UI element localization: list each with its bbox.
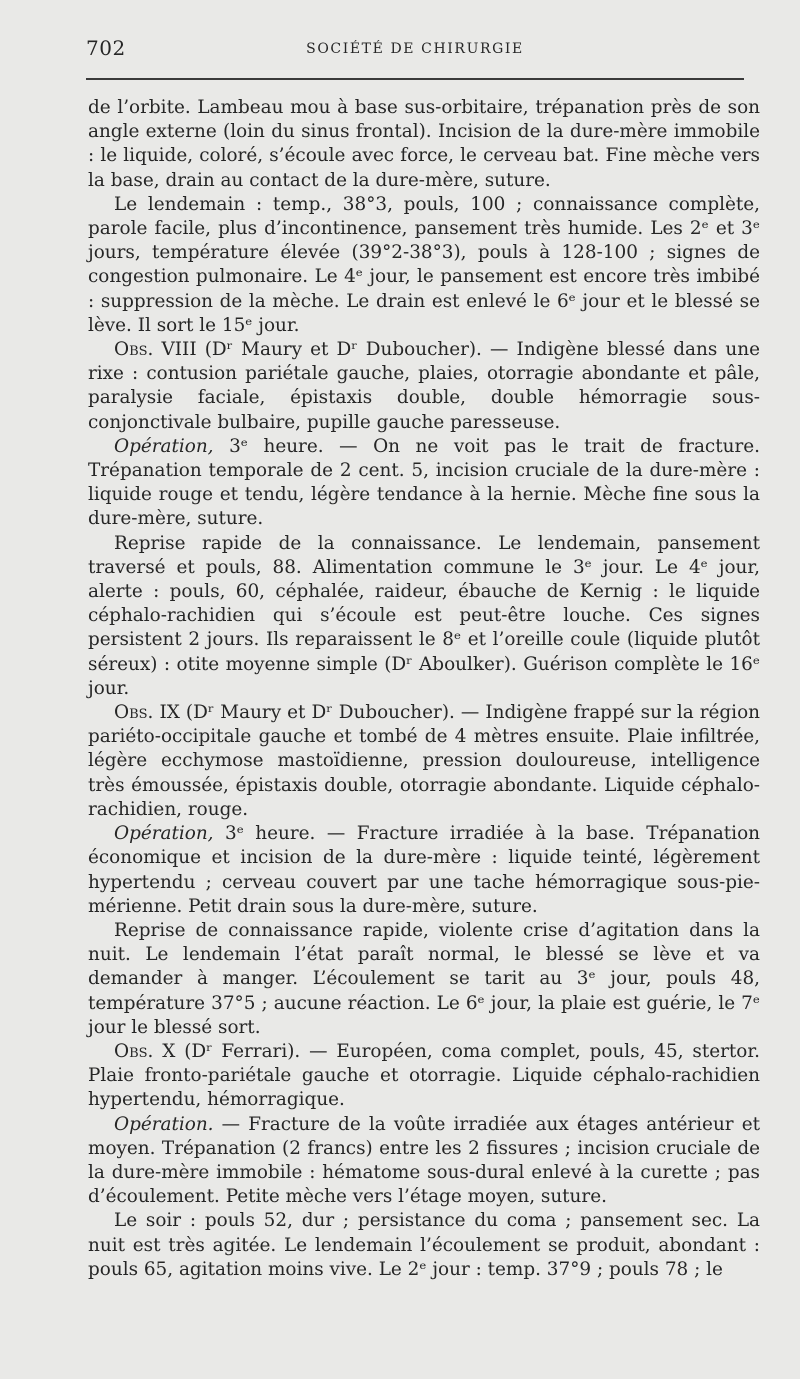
observation-label: Obs. VIII xyxy=(114,339,197,361)
header-rule xyxy=(86,78,744,80)
running-head: SOCIÉTÉ DE CHIRURGIE xyxy=(306,41,524,57)
paragraph-operation-ix xyxy=(88,822,760,919)
paragraph-p5 xyxy=(88,532,760,701)
paragraph-operation-viii xyxy=(88,435,760,532)
operation-label: Opération. xyxy=(114,1113,214,1135)
paragraph-obs-ix xyxy=(88,701,760,822)
paragraph-p1 xyxy=(88,96,760,193)
paragraph-text: Reprise rapide de la connaissance. Le lendemain, pansement traversé et pouls, 88. Alimentation commune le 3ᵉ jour. Le 4ᵉ jour, alerte : pouls, 60, céphalée, raideur, ébauche de Kernig : le liquide céphalo-rachidien qui s’écoule est peut-être louche. Ces signes persistent 2 jours. Ils reparaissent le 8ᵉ et l’oreille coule (liquide plutôt séreux) : otite moyenne simple (Dʳ Aboulker). Guérison complète le 16ᵉ jour. xyxy=(88,532,760,699)
paragraph-text: Reprise de connaissance rapide, violente crise d’agitation dans la nuit. Le lendemain l’état paraît normal, le blessé se lève et va demander à manger. L’écoulement se tarit au 3ᵉ jour, pouls 48, température 37°5 ; aucune réaction. Le 6ᵉ jour, la plaie est guérie, le 7ᵉ jour le blessé sort. xyxy=(88,919,760,1038)
paragraph-obs-x xyxy=(88,1040,760,1113)
paragraph-p2 xyxy=(88,193,760,338)
paragraph-p11 xyxy=(88,1209,760,1282)
paragraph-text: — Fracture de la voûte irradiée aux étages antérieur et moyen. Trépanation (2 francs) entre les 2 fissures ; incision cruciale de la dure-mère immobile : hématome sous-dural enlevé à la curette ; pas d’écoulement. Petite mèche vers l’étage moyen, suture. xyxy=(88,1113,760,1208)
page-header xyxy=(86,36,744,62)
paragraph-text: 3ᵉ heure. — Fracture irradiée à la base. Trépanation économique et incision de la dure-mère : liquide teinté, légèrement hypertendu ; cerveau couvert par une tache hémorragique sous-pie-mérienne. Petit drain sous la dure-mère, suture. xyxy=(88,823,760,917)
paragraph-text: (Dʳ Maury et Dʳ Duboucher). — Indigène frappé sur la région pariéto-occipitale gauche et tombé de 4 mètres ensuite. Plaie infiltrée, légère ecchymose mastoïdienne, pression douloureuse, intelligence très émoussée, épistaxis double, otorragie abondante. Liquide céphalo-rachidien, rouge. xyxy=(88,702,760,820)
page-number: 702 xyxy=(86,36,126,60)
paragraph-text: 3ᵉ heure. — On ne voit pas le trait de fracture. Trépanation temporale de 2 cent. 5, incision cruciale de la dure-mère : liquide rouge et tendu, légère tendance à la hernie. Mèche fine sous la dure-mère, suture. xyxy=(88,435,760,530)
paragraph-text: Le lendemain : temp., 38°3, pouls, 100 ; connaissance complète, parole facile, plus d’incontinence, pansement très humide. Les 2ᵉ et 3ᵉ jours, température élevée (39°2-38°3), pouls à 128-100 ; signes de congestion pulmonaire. Le 4ᵉ jour, le pansement est encore très imbibé : suppression de la mèche. Le drain est enlevé le 6ᵉ jour et le blessé se lève. Il sort le 15ᵉ jour. xyxy=(88,193,760,336)
paragraph-text: Le soir : pouls 52, dur ; persistance du coma ; pansement sec. La nuit est très agitée. Le lendemain l’écoulement se produit, abondant : pouls 65, agitation moins vive. Le 2ᵉ jour : temp. 37°9 ; pouls 78 ; le xyxy=(88,1210,760,1280)
paragraph-operation-x xyxy=(88,1113,760,1210)
observation-label: Obs. X xyxy=(114,1040,176,1062)
body-text xyxy=(88,96,760,1282)
observation-label: Obs. IX xyxy=(114,702,180,724)
operation-label: Opération, xyxy=(114,435,214,457)
paragraph-text: (Dʳ Ferrari). — Européen, coma complet, pouls, 45, stertor. Plaie fronto-pariétale gauche et otorragie. Liquide céphalo-rachidien hypertendu, hémorragique. xyxy=(88,1040,760,1111)
operation-label: Opération, xyxy=(114,823,214,845)
paragraph-text: de l’orbite. Lambeau mou à base sus-orbitaire, trépanation près de son angle externe (loin du sinus frontal). Incision de la dure-mère immobile : le liquide, coloré, s’écoule avec force, le cerveau bat. Fine mèche vers la base, drain au contact de la dure-mère, suture. xyxy=(88,97,760,191)
paragraph-text: (Dʳ Maury et Dʳ Duboucher). — Indigène blessé dans une rixe : contusion pariétale gauche, plaies, otorragie abondante et pâle, paralysie faciale, épistaxis double, double hémorragie sous-conjonctivale bulbaire, pupille gauche paresseuse. xyxy=(88,339,760,433)
paragraph-p8 xyxy=(88,919,760,1040)
paragraph-obs-viii xyxy=(88,338,760,435)
